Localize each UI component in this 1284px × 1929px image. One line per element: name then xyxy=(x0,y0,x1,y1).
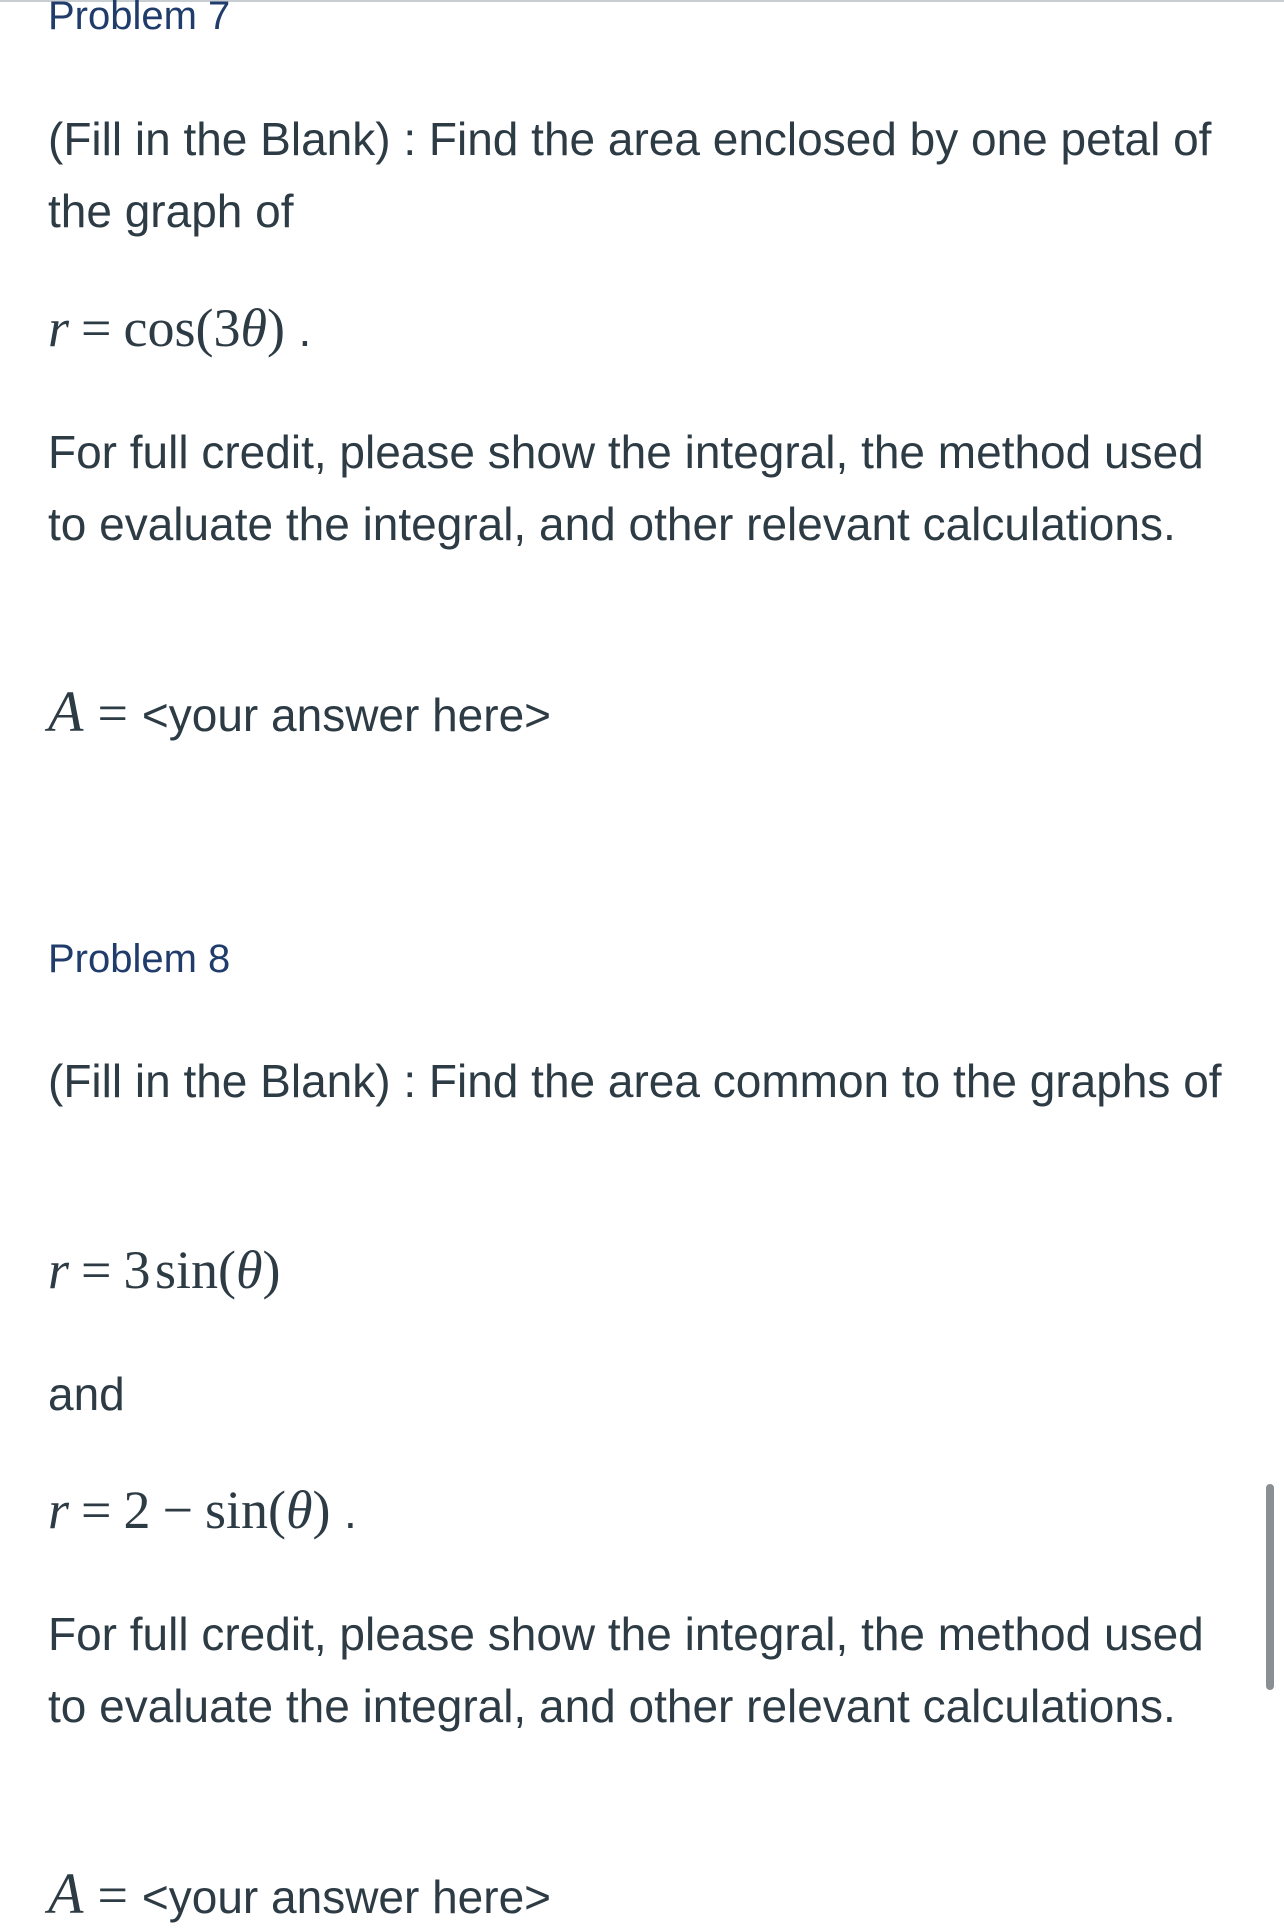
problem-7-answer xyxy=(48,680,551,747)
eq-close: ) xyxy=(312,1480,331,1540)
eq-sign: = xyxy=(81,1480,112,1540)
answer-eq: = xyxy=(97,683,128,743)
eq-trail: . xyxy=(298,304,312,356)
eq-lhs: r xyxy=(48,1480,70,1540)
eq-lhs: r xyxy=(48,1240,70,1300)
problem-8-equation-2 xyxy=(48,1478,357,1544)
eq-var: θ xyxy=(236,1240,263,1300)
eq-func: sin xyxy=(155,1240,219,1300)
answer-placeholder: <your answer here> xyxy=(141,689,552,741)
eq-open: ( xyxy=(218,1240,237,1300)
eq-close: ) xyxy=(266,298,285,358)
problem-8-instructions: For full credit, please show the integral, the method used to evaluate the integral, and other relevant calculations. xyxy=(48,1608,1204,1732)
problem-8-answer xyxy=(48,1862,551,1929)
eq-close: ) xyxy=(262,1240,281,1300)
eq-const: 2 xyxy=(123,1480,151,1540)
answer-eq: = xyxy=(97,1865,128,1925)
problem-7-instructions: For full credit, please show the integral, the method used to evaluate the integral, and other relevant calculations. xyxy=(48,426,1204,550)
eq-sign: = xyxy=(81,298,112,358)
eq-func: sin xyxy=(204,1480,268,1540)
answer-placeholder: <your answer here> xyxy=(141,1871,552,1923)
eq-func: cos xyxy=(123,298,196,358)
eq-coef: 3 xyxy=(123,1240,151,1300)
problem-8-prompt: (Fill in the Blank) : Find the area common to the graphs of xyxy=(48,1055,1222,1107)
problem-7-prompt: (Fill in the Blank) : Find the area enclosed by one petal of the graph of xyxy=(48,113,1212,237)
problem-8-title: Problem 8 xyxy=(48,937,231,981)
problem-7-title: Problem 7 xyxy=(48,0,231,38)
answer-var: A xyxy=(48,1861,84,1926)
problem-7-equation xyxy=(48,296,311,362)
eq-trail: . xyxy=(343,1486,357,1538)
answer-var: A xyxy=(48,679,84,744)
eq-arg-num: 3 xyxy=(213,298,241,358)
problem-8-connector: and xyxy=(48,1368,125,1420)
problem-8-equation-1 xyxy=(48,1238,281,1302)
eq-minus: − xyxy=(162,1480,193,1540)
eq-sign: = xyxy=(81,1240,112,1300)
eq-open: ( xyxy=(267,1480,286,1540)
eq-arg-var: θ xyxy=(240,298,267,358)
vertical-scrollbar[interactable] xyxy=(1266,1484,1274,1690)
eq-var: θ xyxy=(285,1480,313,1540)
eq-lhs: r xyxy=(48,298,70,358)
eq-open: ( xyxy=(195,298,214,358)
